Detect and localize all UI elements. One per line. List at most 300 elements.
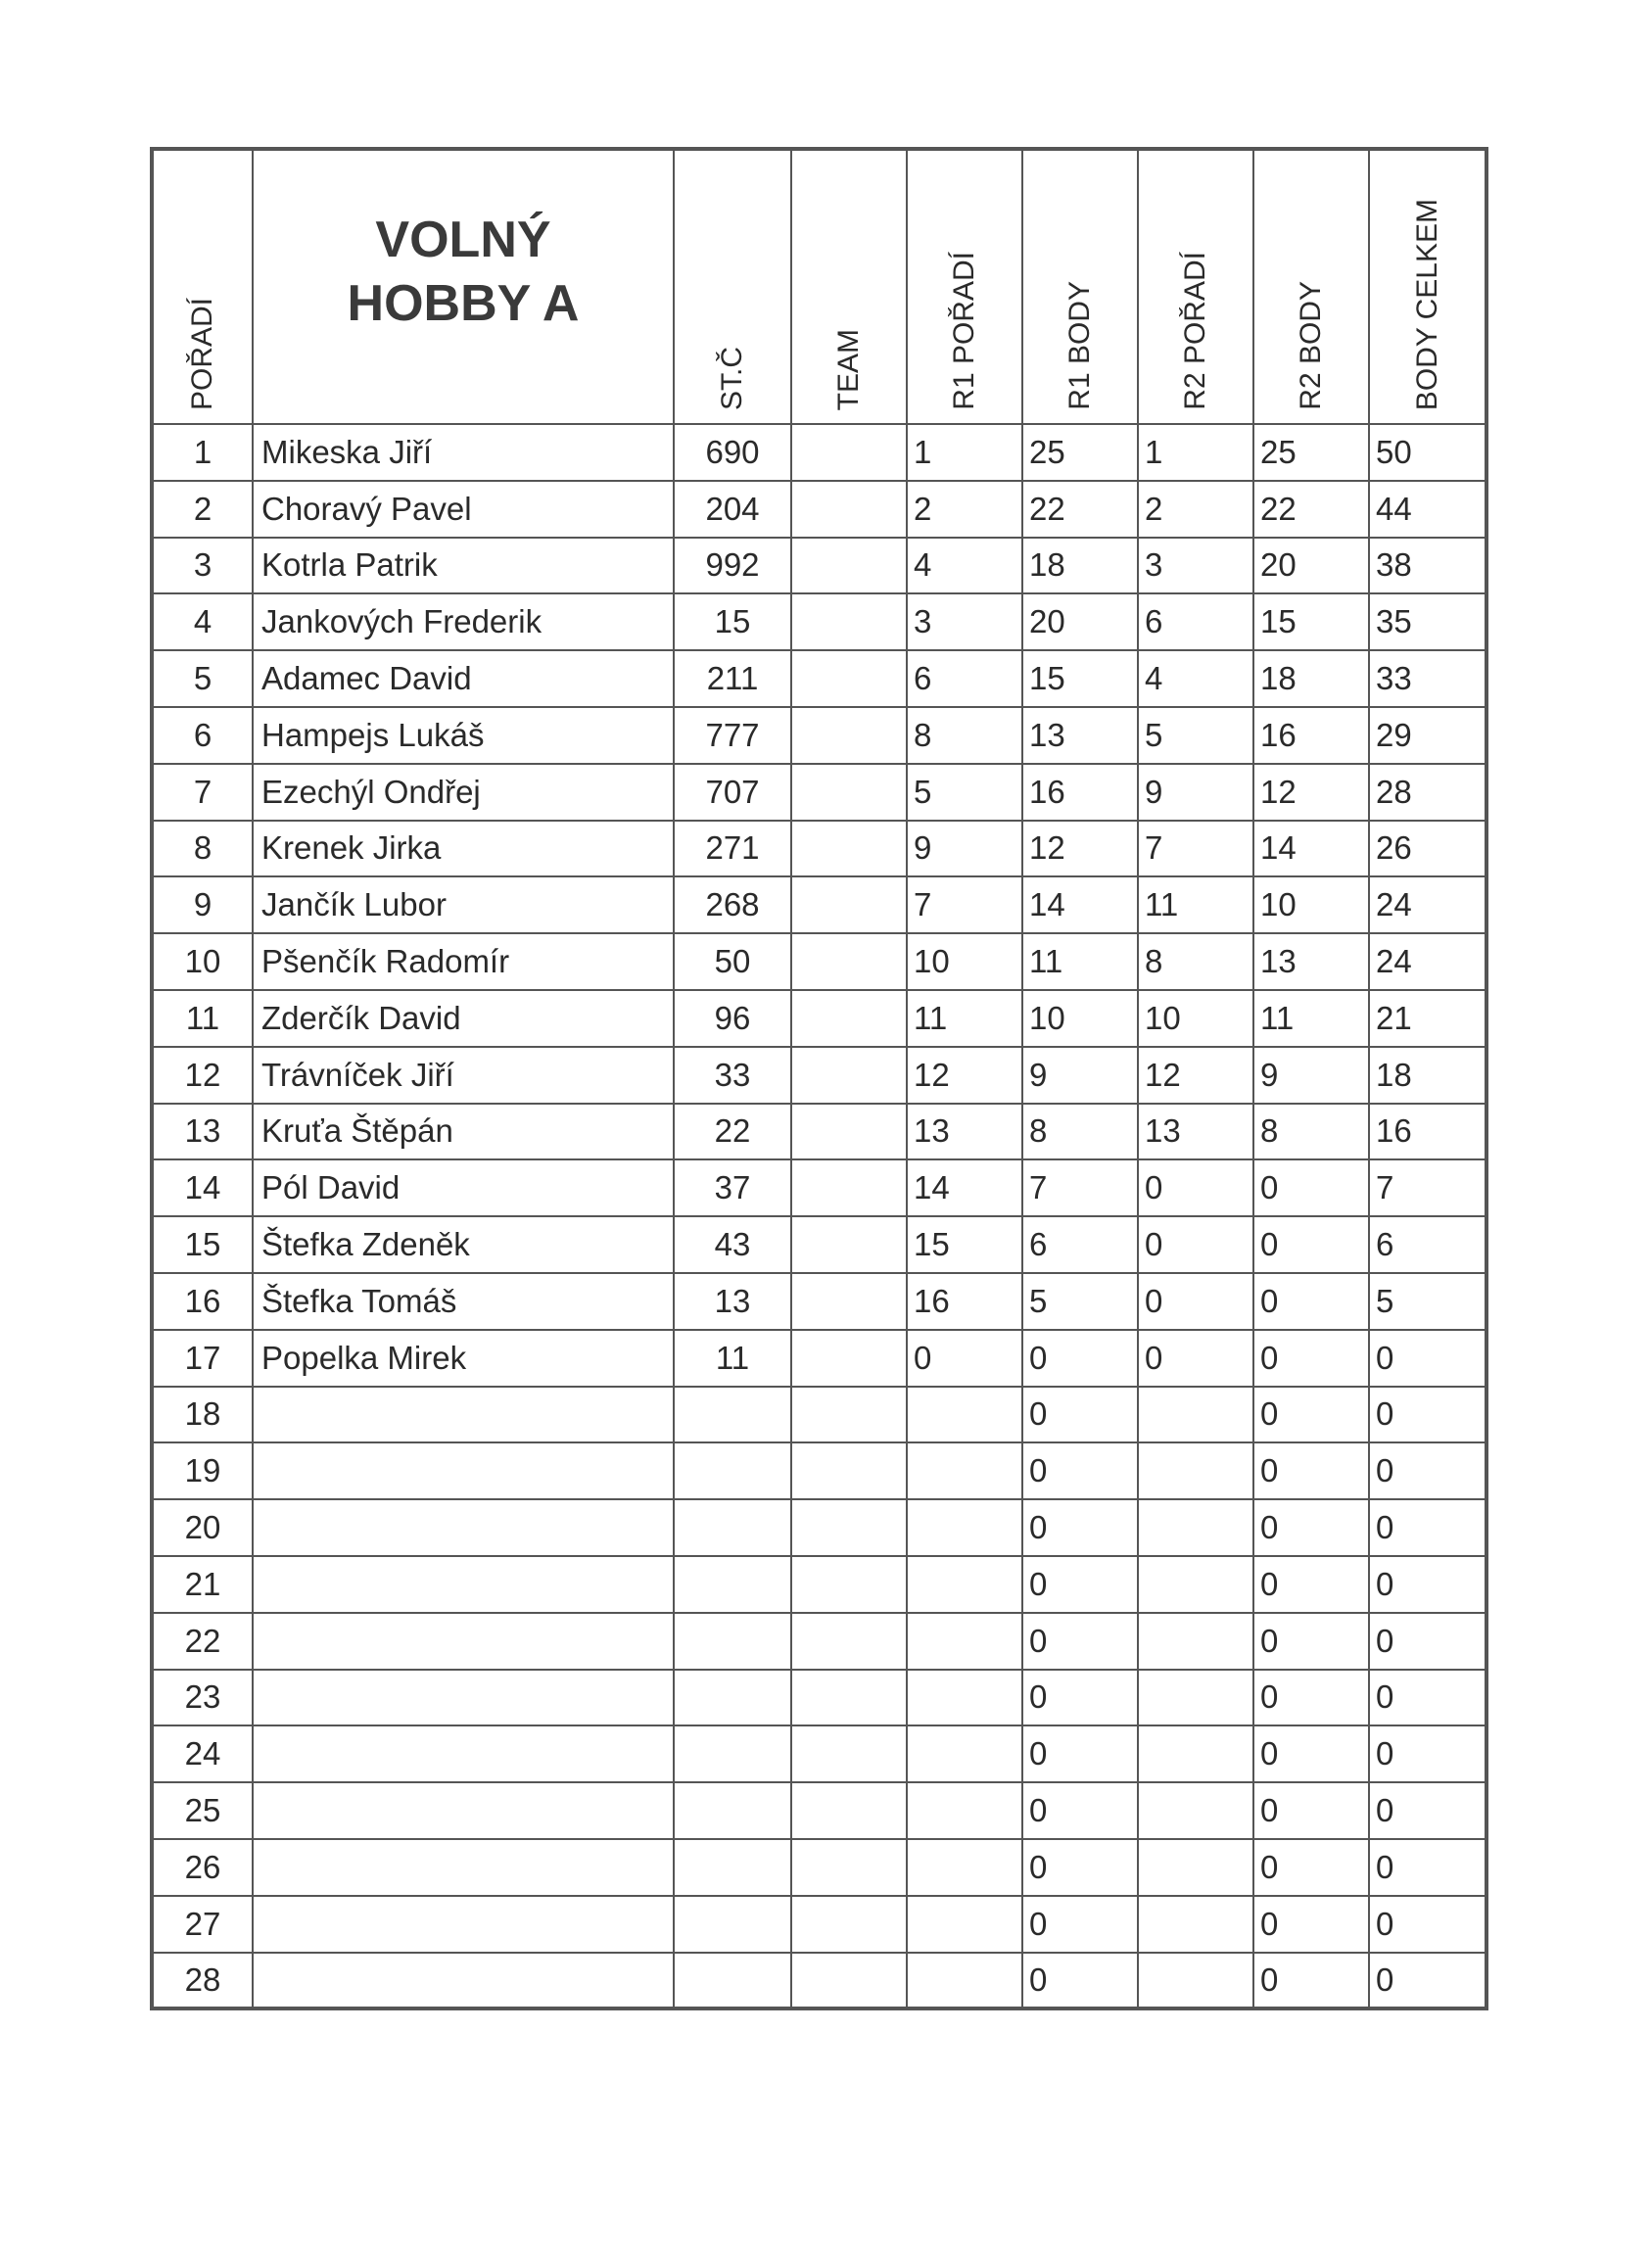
cell-name: Kotrla Patrik: [253, 538, 674, 594]
cell-r1-points: 0: [1022, 1725, 1138, 1782]
cell-total: 0: [1369, 1670, 1486, 1726]
cell-name: Ezechýl Ondřej: [253, 764, 674, 821]
cell-start-no: 777: [674, 707, 791, 764]
cell-r1-points: 14: [1022, 876, 1138, 933]
cell-rank: 27: [152, 1896, 253, 1953]
cell-team: [791, 764, 907, 821]
cell-r1-rank: [907, 1725, 1022, 1782]
cell-start-no: 50: [674, 933, 791, 990]
cell-r1-rank: 4: [907, 538, 1022, 594]
cell-r2-points: 0: [1253, 1839, 1369, 1896]
cell-r2-points: 18: [1253, 650, 1369, 707]
cell-name: [253, 1442, 674, 1499]
cell-r2-points: 16: [1253, 707, 1369, 764]
cell-total: 44: [1369, 481, 1486, 538]
cell-r2-points: 20: [1253, 538, 1369, 594]
cell-name: [253, 1896, 674, 1953]
cell-name: Mikeska Jiří: [253, 424, 674, 481]
cell-rank: 11: [152, 990, 253, 1047]
header-r1-points-label: R1 BODY: [1063, 281, 1096, 410]
cell-total: 16: [1369, 1104, 1486, 1160]
cell-rank: 24: [152, 1725, 253, 1782]
cell-r2-points: 0: [1253, 1670, 1369, 1726]
cell-total: 0: [1369, 1499, 1486, 1556]
cell-name: Pšenčík Radomír: [253, 933, 674, 990]
cell-rank: 13: [152, 1104, 253, 1160]
cell-rank: 28: [152, 1953, 253, 2009]
table-row: [152, 1387, 1486, 1443]
cell-rank: 23: [152, 1670, 253, 1726]
cell-r2-rank: [1138, 1613, 1253, 1670]
cell-start-no: [674, 1613, 791, 1670]
cell-r2-points: 12: [1253, 764, 1369, 821]
table-row: [152, 707, 1486, 764]
cell-r1-points: 15: [1022, 650, 1138, 707]
cell-name: [253, 1670, 674, 1726]
table-row: [152, 538, 1486, 594]
table-row: [152, 1273, 1486, 1330]
cell-total: 24: [1369, 876, 1486, 933]
cell-rank: 1: [152, 424, 253, 481]
cell-r1-rank: [907, 1839, 1022, 1896]
cell-rank: 15: [152, 1216, 253, 1273]
cell-start-no: [674, 1442, 791, 1499]
cell-start-no: 22: [674, 1104, 791, 1160]
cell-r1-points: 0: [1022, 1330, 1138, 1387]
cell-name: [253, 1839, 674, 1896]
cell-r1-rank: 12: [907, 1047, 1022, 1104]
header-start-no: [674, 149, 791, 424]
cell-r2-rank: 9: [1138, 764, 1253, 821]
cell-rank: 26: [152, 1839, 253, 1896]
cell-name: [253, 1782, 674, 1839]
cell-team: [791, 1839, 907, 1896]
cell-name: Štefka Zdeněk: [253, 1216, 674, 1273]
cell-r2-points: 0: [1253, 1499, 1369, 1556]
cell-team: [791, 1442, 907, 1499]
cell-team: [791, 593, 907, 650]
cell-r2-points: 0: [1253, 1782, 1369, 1839]
header-r2-points: [1253, 149, 1369, 424]
cell-r1-rank: [907, 1442, 1022, 1499]
cell-name: Pól David: [253, 1159, 674, 1216]
cell-r2-rank: [1138, 1556, 1253, 1613]
table-row: [152, 593, 1486, 650]
cell-rank: 12: [152, 1047, 253, 1104]
cell-r2-points: 0: [1253, 1725, 1369, 1782]
cell-total: 28: [1369, 764, 1486, 821]
cell-start-no: [674, 1556, 791, 1613]
cell-team: [791, 1387, 907, 1443]
header-rank-label: POŘADÍ: [186, 297, 218, 410]
cell-start-no: 707: [674, 764, 791, 821]
cell-rank: 8: [152, 821, 253, 877]
cell-team: [791, 1216, 907, 1273]
cell-total: 0: [1369, 1387, 1486, 1443]
cell-r2-rank: [1138, 1782, 1253, 1839]
table-row: [152, 481, 1486, 538]
cell-r2-points: 0: [1253, 1330, 1369, 1387]
cell-start-no: 268: [674, 876, 791, 933]
cell-name: Štefka Tomáš: [253, 1273, 674, 1330]
results-body: [152, 424, 1486, 2008]
table-row: [152, 933, 1486, 990]
cell-r2-rank: 0: [1138, 1273, 1253, 1330]
table-row: [152, 1953, 1486, 2009]
cell-r1-rank: [907, 1782, 1022, 1839]
cell-r1-points: 13: [1022, 707, 1138, 764]
cell-r2-rank: 2: [1138, 481, 1253, 538]
cell-r1-rank: 6: [907, 650, 1022, 707]
cell-r1-points: 0: [1022, 1442, 1138, 1499]
cell-total: 0: [1369, 1556, 1486, 1613]
table-row: [152, 1442, 1486, 1499]
cell-team: [791, 650, 907, 707]
cell-r1-points: 9: [1022, 1047, 1138, 1104]
cell-rank: 22: [152, 1613, 253, 1670]
cell-r1-rank: 5: [907, 764, 1022, 821]
table-row: [152, 876, 1486, 933]
table-row: [152, 1159, 1486, 1216]
category-title: [253, 149, 674, 424]
cell-r2-points: 0: [1253, 1159, 1369, 1216]
cell-r2-rank: [1138, 1387, 1253, 1443]
cell-total: 35: [1369, 593, 1486, 650]
cell-start-no: 204: [674, 481, 791, 538]
cell-r2-rank: 11: [1138, 876, 1253, 933]
cell-team: [791, 1104, 907, 1160]
cell-team: [791, 876, 907, 933]
cell-start-no: [674, 1953, 791, 2009]
table-row: [152, 1047, 1486, 1104]
cell-start-no: 33: [674, 1047, 791, 1104]
cell-r1-rank: [907, 1499, 1022, 1556]
header-team: [791, 149, 907, 424]
cell-r2-rank: 4: [1138, 650, 1253, 707]
cell-team: [791, 1499, 907, 1556]
header-start-no-label: ST.Č: [716, 346, 748, 410]
cell-r2-points: 0: [1253, 1273, 1369, 1330]
cell-r2-rank: 5: [1138, 707, 1253, 764]
cell-team: [791, 933, 907, 990]
cell-r2-points: 0: [1253, 1953, 1369, 2009]
cell-r1-points: 22: [1022, 481, 1138, 538]
cell-r1-rank: 1: [907, 424, 1022, 481]
cell-name: [253, 1556, 674, 1613]
cell-name: Hampejs Lukáš: [253, 707, 674, 764]
cell-total: 38: [1369, 538, 1486, 594]
cell-name: Zderčík David: [253, 990, 674, 1047]
cell-r1-rank: 15: [907, 1216, 1022, 1273]
cell-total: 6: [1369, 1216, 1486, 1273]
cell-r2-points: 11: [1253, 990, 1369, 1047]
cell-r1-points: 0: [1022, 1613, 1138, 1670]
category-title-line1: VOLNÝ: [375, 212, 551, 268]
table-row: [152, 821, 1486, 877]
cell-r2-points: 0: [1253, 1896, 1369, 1953]
cell-r1-points: 11: [1022, 933, 1138, 990]
cell-r2-rank: 12: [1138, 1047, 1253, 1104]
cell-total: 0: [1369, 1782, 1486, 1839]
cell-r2-rank: [1138, 1442, 1253, 1499]
cell-start-no: 96: [674, 990, 791, 1047]
cell-r2-rank: 13: [1138, 1104, 1253, 1160]
cell-r1-points: 0: [1022, 1499, 1138, 1556]
cell-r1-rank: [907, 1670, 1022, 1726]
cell-rank: 2: [152, 481, 253, 538]
cell-total: 7: [1369, 1159, 1486, 1216]
cell-name: [253, 1387, 674, 1443]
cell-r2-points: 0: [1253, 1442, 1369, 1499]
table-row: [152, 1896, 1486, 1953]
cell-name: [253, 1499, 674, 1556]
cell-r2-points: 10: [1253, 876, 1369, 933]
cell-rank: 6: [152, 707, 253, 764]
cell-r1-rank: 16: [907, 1273, 1022, 1330]
cell-r1-rank: 9: [907, 821, 1022, 877]
cell-start-no: 690: [674, 424, 791, 481]
cell-r2-rank: 0: [1138, 1216, 1253, 1273]
cell-rank: 16: [152, 1273, 253, 1330]
cell-r2-rank: [1138, 1896, 1253, 1953]
cell-rank: 14: [152, 1159, 253, 1216]
header-row: [152, 149, 1486, 424]
cell-name: Jankových Frederik: [253, 593, 674, 650]
cell-total: 0: [1369, 1839, 1486, 1896]
cell-start-no: [674, 1725, 791, 1782]
cell-r2-rank: 3: [1138, 538, 1253, 594]
cell-r1-points: 16: [1022, 764, 1138, 821]
cell-r2-points: 25: [1253, 424, 1369, 481]
cell-start-no: [674, 1499, 791, 1556]
cell-start-no: 15: [674, 593, 791, 650]
cell-name: [253, 1725, 674, 1782]
cell-r2-points: 0: [1253, 1556, 1369, 1613]
cell-r2-points: 8: [1253, 1104, 1369, 1160]
cell-team: [791, 1330, 907, 1387]
cell-team: [791, 1273, 907, 1330]
cell-team: [791, 1556, 907, 1613]
cell-r1-rank: 3: [907, 593, 1022, 650]
cell-r2-rank: 6: [1138, 593, 1253, 650]
cell-r2-points: 0: [1253, 1216, 1369, 1273]
cell-r1-rank: 10: [907, 933, 1022, 990]
cell-start-no: 11: [674, 1330, 791, 1387]
cell-r1-points: 0: [1022, 1670, 1138, 1726]
table-row: [152, 1670, 1486, 1726]
cell-total: 0: [1369, 1442, 1486, 1499]
cell-r1-points: 0: [1022, 1839, 1138, 1896]
cell-r2-rank: 0: [1138, 1330, 1253, 1387]
cell-r2-rank: 0: [1138, 1159, 1253, 1216]
cell-r1-points: 8: [1022, 1104, 1138, 1160]
cell-total: 50: [1369, 424, 1486, 481]
cell-rank: 10: [152, 933, 253, 990]
cell-rank: 19: [152, 1442, 253, 1499]
cell-r1-points: 20: [1022, 593, 1138, 650]
header-r1-points: [1022, 149, 1138, 424]
cell-total: 18: [1369, 1047, 1486, 1104]
cell-r2-rank: [1138, 1725, 1253, 1782]
cell-r2-points: 0: [1253, 1387, 1369, 1443]
cell-total: 21: [1369, 990, 1486, 1047]
cell-r1-points: 0: [1022, 1782, 1138, 1839]
cell-team: [791, 1953, 907, 2009]
cell-team: [791, 481, 907, 538]
cell-total: 24: [1369, 933, 1486, 990]
cell-rank: 21: [152, 1556, 253, 1613]
cell-r1-rank: [907, 1953, 1022, 2009]
table-row: [152, 1216, 1486, 1273]
cell-team: [791, 821, 907, 877]
table-row: [152, 1613, 1486, 1670]
cell-rank: 3: [152, 538, 253, 594]
cell-r1-points: 0: [1022, 1556, 1138, 1613]
table-row: [152, 1104, 1486, 1160]
cell-start-no: [674, 1782, 791, 1839]
cell-start-no: 271: [674, 821, 791, 877]
cell-team: [791, 707, 907, 764]
cell-r2-rank: [1138, 1670, 1253, 1726]
cell-r2-points: 14: [1253, 821, 1369, 877]
table-row: [152, 1499, 1486, 1556]
cell-team: [791, 1896, 907, 1953]
cell-r2-rank: [1138, 1499, 1253, 1556]
cell-total: 0: [1369, 1953, 1486, 2009]
cell-team: [791, 1613, 907, 1670]
header-rank: [152, 149, 253, 424]
cell-r1-points: 18: [1022, 538, 1138, 594]
table-row: [152, 1725, 1486, 1782]
cell-total: 0: [1369, 1896, 1486, 1953]
cell-name: Adamec David: [253, 650, 674, 707]
cell-name: Kruťa Štěpán: [253, 1104, 674, 1160]
cell-r2-points: 13: [1253, 933, 1369, 990]
cell-r2-points: 15: [1253, 593, 1369, 650]
cell-team: [791, 1047, 907, 1104]
cell-r2-rank: 7: [1138, 821, 1253, 877]
table-row: [152, 990, 1486, 1047]
table-row: [152, 424, 1486, 481]
cell-rank: 4: [152, 593, 253, 650]
cell-rank: 17: [152, 1330, 253, 1387]
cell-r2-points: 0: [1253, 1613, 1369, 1670]
header-r2-rank-label: R2 POŘADÍ: [1179, 252, 1211, 410]
cell-r1-rank: 13: [907, 1104, 1022, 1160]
cell-team: [791, 1725, 907, 1782]
header-r2-rank: [1138, 149, 1253, 424]
cell-rank: 7: [152, 764, 253, 821]
cell-total: 33: [1369, 650, 1486, 707]
cell-total: 0: [1369, 1725, 1486, 1782]
cell-total: 5: [1369, 1273, 1486, 1330]
cell-start-no: 37: [674, 1159, 791, 1216]
category-title-line2: HOBBY A: [347, 275, 580, 332]
cell-total: 26: [1369, 821, 1486, 877]
cell-r2-rank: [1138, 1839, 1253, 1896]
header-r1-rank: [907, 149, 1022, 424]
cell-r2-rank: 8: [1138, 933, 1253, 990]
cell-rank: 18: [152, 1387, 253, 1443]
cell-start-no: [674, 1670, 791, 1726]
cell-team: [791, 1782, 907, 1839]
cell-r1-rank: [907, 1896, 1022, 1953]
cell-name: Jančík Lubor: [253, 876, 674, 933]
cell-r1-points: 0: [1022, 1387, 1138, 1443]
header-team-label: TEAM: [832, 328, 865, 410]
cell-r1-rank: [907, 1613, 1022, 1670]
cell-rank: 25: [152, 1782, 253, 1839]
cell-r1-points: 12: [1022, 821, 1138, 877]
cell-name: Popelka Mirek: [253, 1330, 674, 1387]
cell-rank: 5: [152, 650, 253, 707]
cell-name: Trávníček Jiří: [253, 1047, 674, 1104]
cell-name: Krenek Jirka: [253, 821, 674, 877]
cell-r1-points: 10: [1022, 990, 1138, 1047]
cell-r2-points: 22: [1253, 481, 1369, 538]
cell-team: [791, 424, 907, 481]
cell-start-no: [674, 1839, 791, 1896]
cell-r1-points: 5: [1022, 1273, 1138, 1330]
cell-r1-rank: 7: [907, 876, 1022, 933]
cell-r1-rank: 8: [907, 707, 1022, 764]
table-row: [152, 650, 1486, 707]
cell-start-no: 992: [674, 538, 791, 594]
cell-start-no: 211: [674, 650, 791, 707]
cell-team: [791, 1159, 907, 1216]
cell-team: [791, 538, 907, 594]
results-table: [150, 147, 1488, 2010]
cell-r2-rank: 1: [1138, 424, 1253, 481]
cell-r1-points: 0: [1022, 1896, 1138, 1953]
cell-r2-points: 9: [1253, 1047, 1369, 1104]
cell-r1-rank: [907, 1387, 1022, 1443]
cell-start-no: [674, 1387, 791, 1443]
cell-total: 0: [1369, 1330, 1486, 1387]
cell-rank: 20: [152, 1499, 253, 1556]
cell-r1-rank: 14: [907, 1159, 1022, 1216]
header-total-label: BODY CELKEM: [1410, 198, 1443, 410]
cell-rank: 9: [152, 876, 253, 933]
cell-r1-points: 0: [1022, 1953, 1138, 2009]
cell-total: 0: [1369, 1613, 1486, 1670]
cell-start-no: 13: [674, 1273, 791, 1330]
header-r1-rank-label: R1 POŘADÍ: [948, 252, 980, 410]
table-row: [152, 764, 1486, 821]
table-row: [152, 1839, 1486, 1896]
cell-start-no: 43: [674, 1216, 791, 1273]
header-total: [1369, 149, 1486, 424]
cell-total: 29: [1369, 707, 1486, 764]
cell-r2-rank: [1138, 1953, 1253, 2009]
cell-r1-rank: 2: [907, 481, 1022, 538]
table-row: [152, 1782, 1486, 1839]
cell-r1-points: 6: [1022, 1216, 1138, 1273]
header-r2-points-label: R2 BODY: [1295, 281, 1327, 410]
table-row: [152, 1556, 1486, 1613]
cell-name: [253, 1953, 674, 2009]
cell-name: Choravý Pavel: [253, 481, 674, 538]
cell-r1-rank: 11: [907, 990, 1022, 1047]
cell-r1-points: 25: [1022, 424, 1138, 481]
table-row: [152, 1330, 1486, 1387]
cell-team: [791, 990, 907, 1047]
cell-r2-rank: 10: [1138, 990, 1253, 1047]
cell-name: [253, 1613, 674, 1670]
cell-start-no: [674, 1896, 791, 1953]
cell-r1-points: 7: [1022, 1159, 1138, 1216]
cell-r1-rank: [907, 1556, 1022, 1613]
